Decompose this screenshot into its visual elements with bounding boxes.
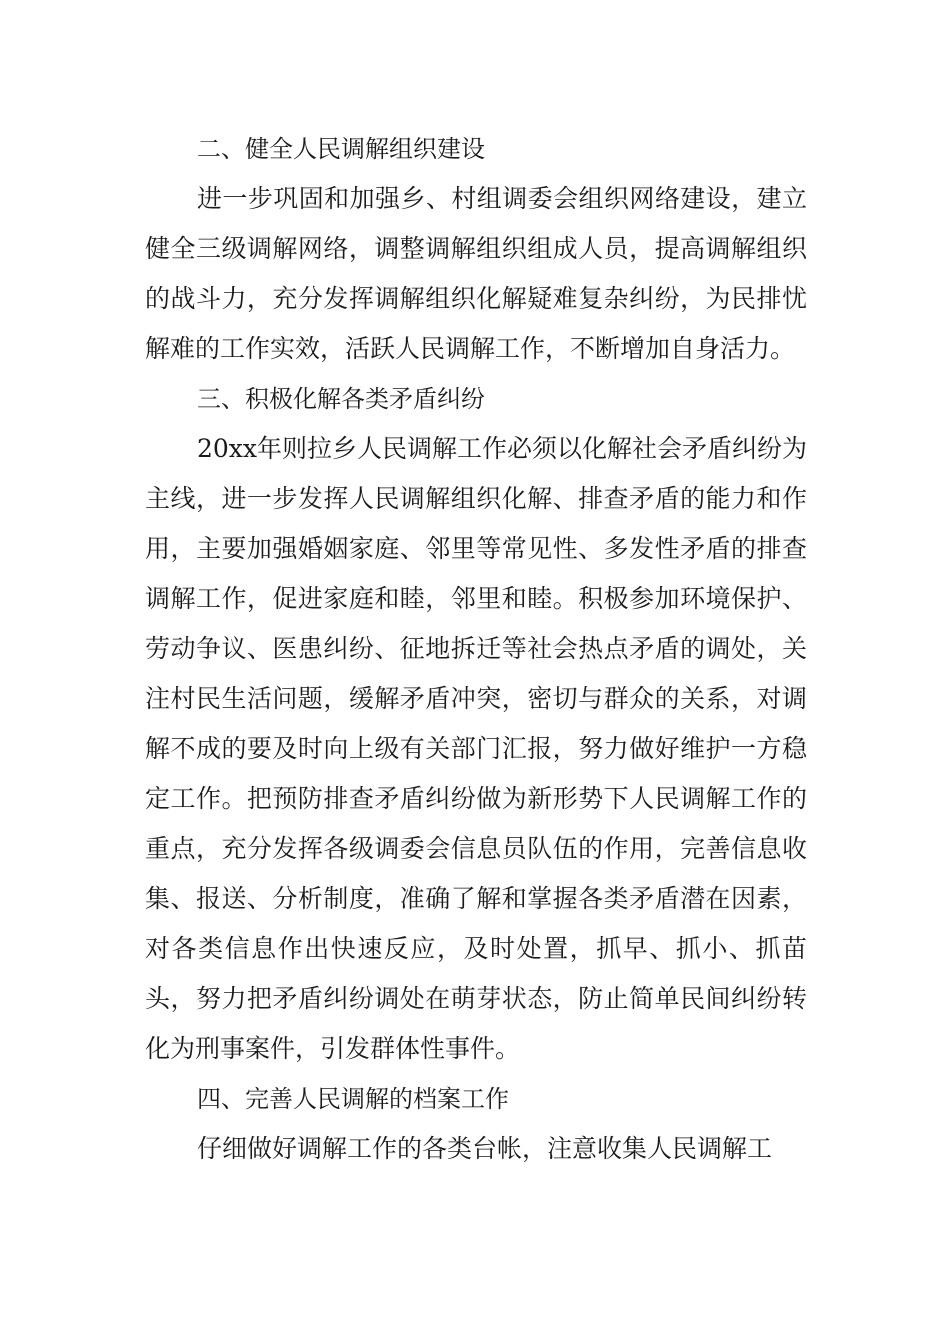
- section-paragraph-4: 仔细做好调解工作的各类台帐，注意收集人民调解工: [197, 1134, 773, 1163]
- section-heading-3: 三、积极化解各类矛盾纠纷: [197, 385, 485, 413]
- section-heading-2: 二、健全人民调解组织建设: [197, 135, 485, 163]
- section-paragraph-2: 进一步巩固和加强乡、村组调委会组织网络建设，建立健全三级调解网络，调整调解组织组成人员，提高调解组织的战斗力，充分发挥调解组织化解疑难复杂纠纷，为民排忧解难的工作实效，活跃人民调解工作，不断增加自身活力。: [145, 184, 807, 363]
- section-paragraph-3: 20xx年则拉乡人民调解工作必须以化解社会矛盾纠纷为主线，进一步发挥人民调解组织化解、排查矛盾的能力和作用，主要加强婚姻家庭、邻里等常见性、多发性矛盾的排查调解工作，促进家庭和睦，邻里和睦。积极参加环境保护、劳动争议、医患纠纷、征地拆迁等社会热点矛盾的调处，关注村民生活问题，缓解矛盾冲突，密切与群众的关系，对调解不成的要及时向上级有关部门汇报，努力做好维护一方稳定工作。把预防排查矛盾纠纷做为新形势下人民调解工作的重点，充分发挥各级调委会信息员队伍的作用，完善信息收集、报送、分析制度，准确了解和掌握各类矛盾潜在因素，对各类信息作出快速反应，及时处置，抓早、抓小、抓苗头，努力把矛盾纠纷调处在萌芽状态，防止简单民间纠纷转化为刑事案件，引发群体性事件。: [145, 434, 808, 1063]
- section-heading-4: 四、完善人民调解的档案工作: [197, 1085, 509, 1113]
- document-page: [145, 124, 807, 1174]
